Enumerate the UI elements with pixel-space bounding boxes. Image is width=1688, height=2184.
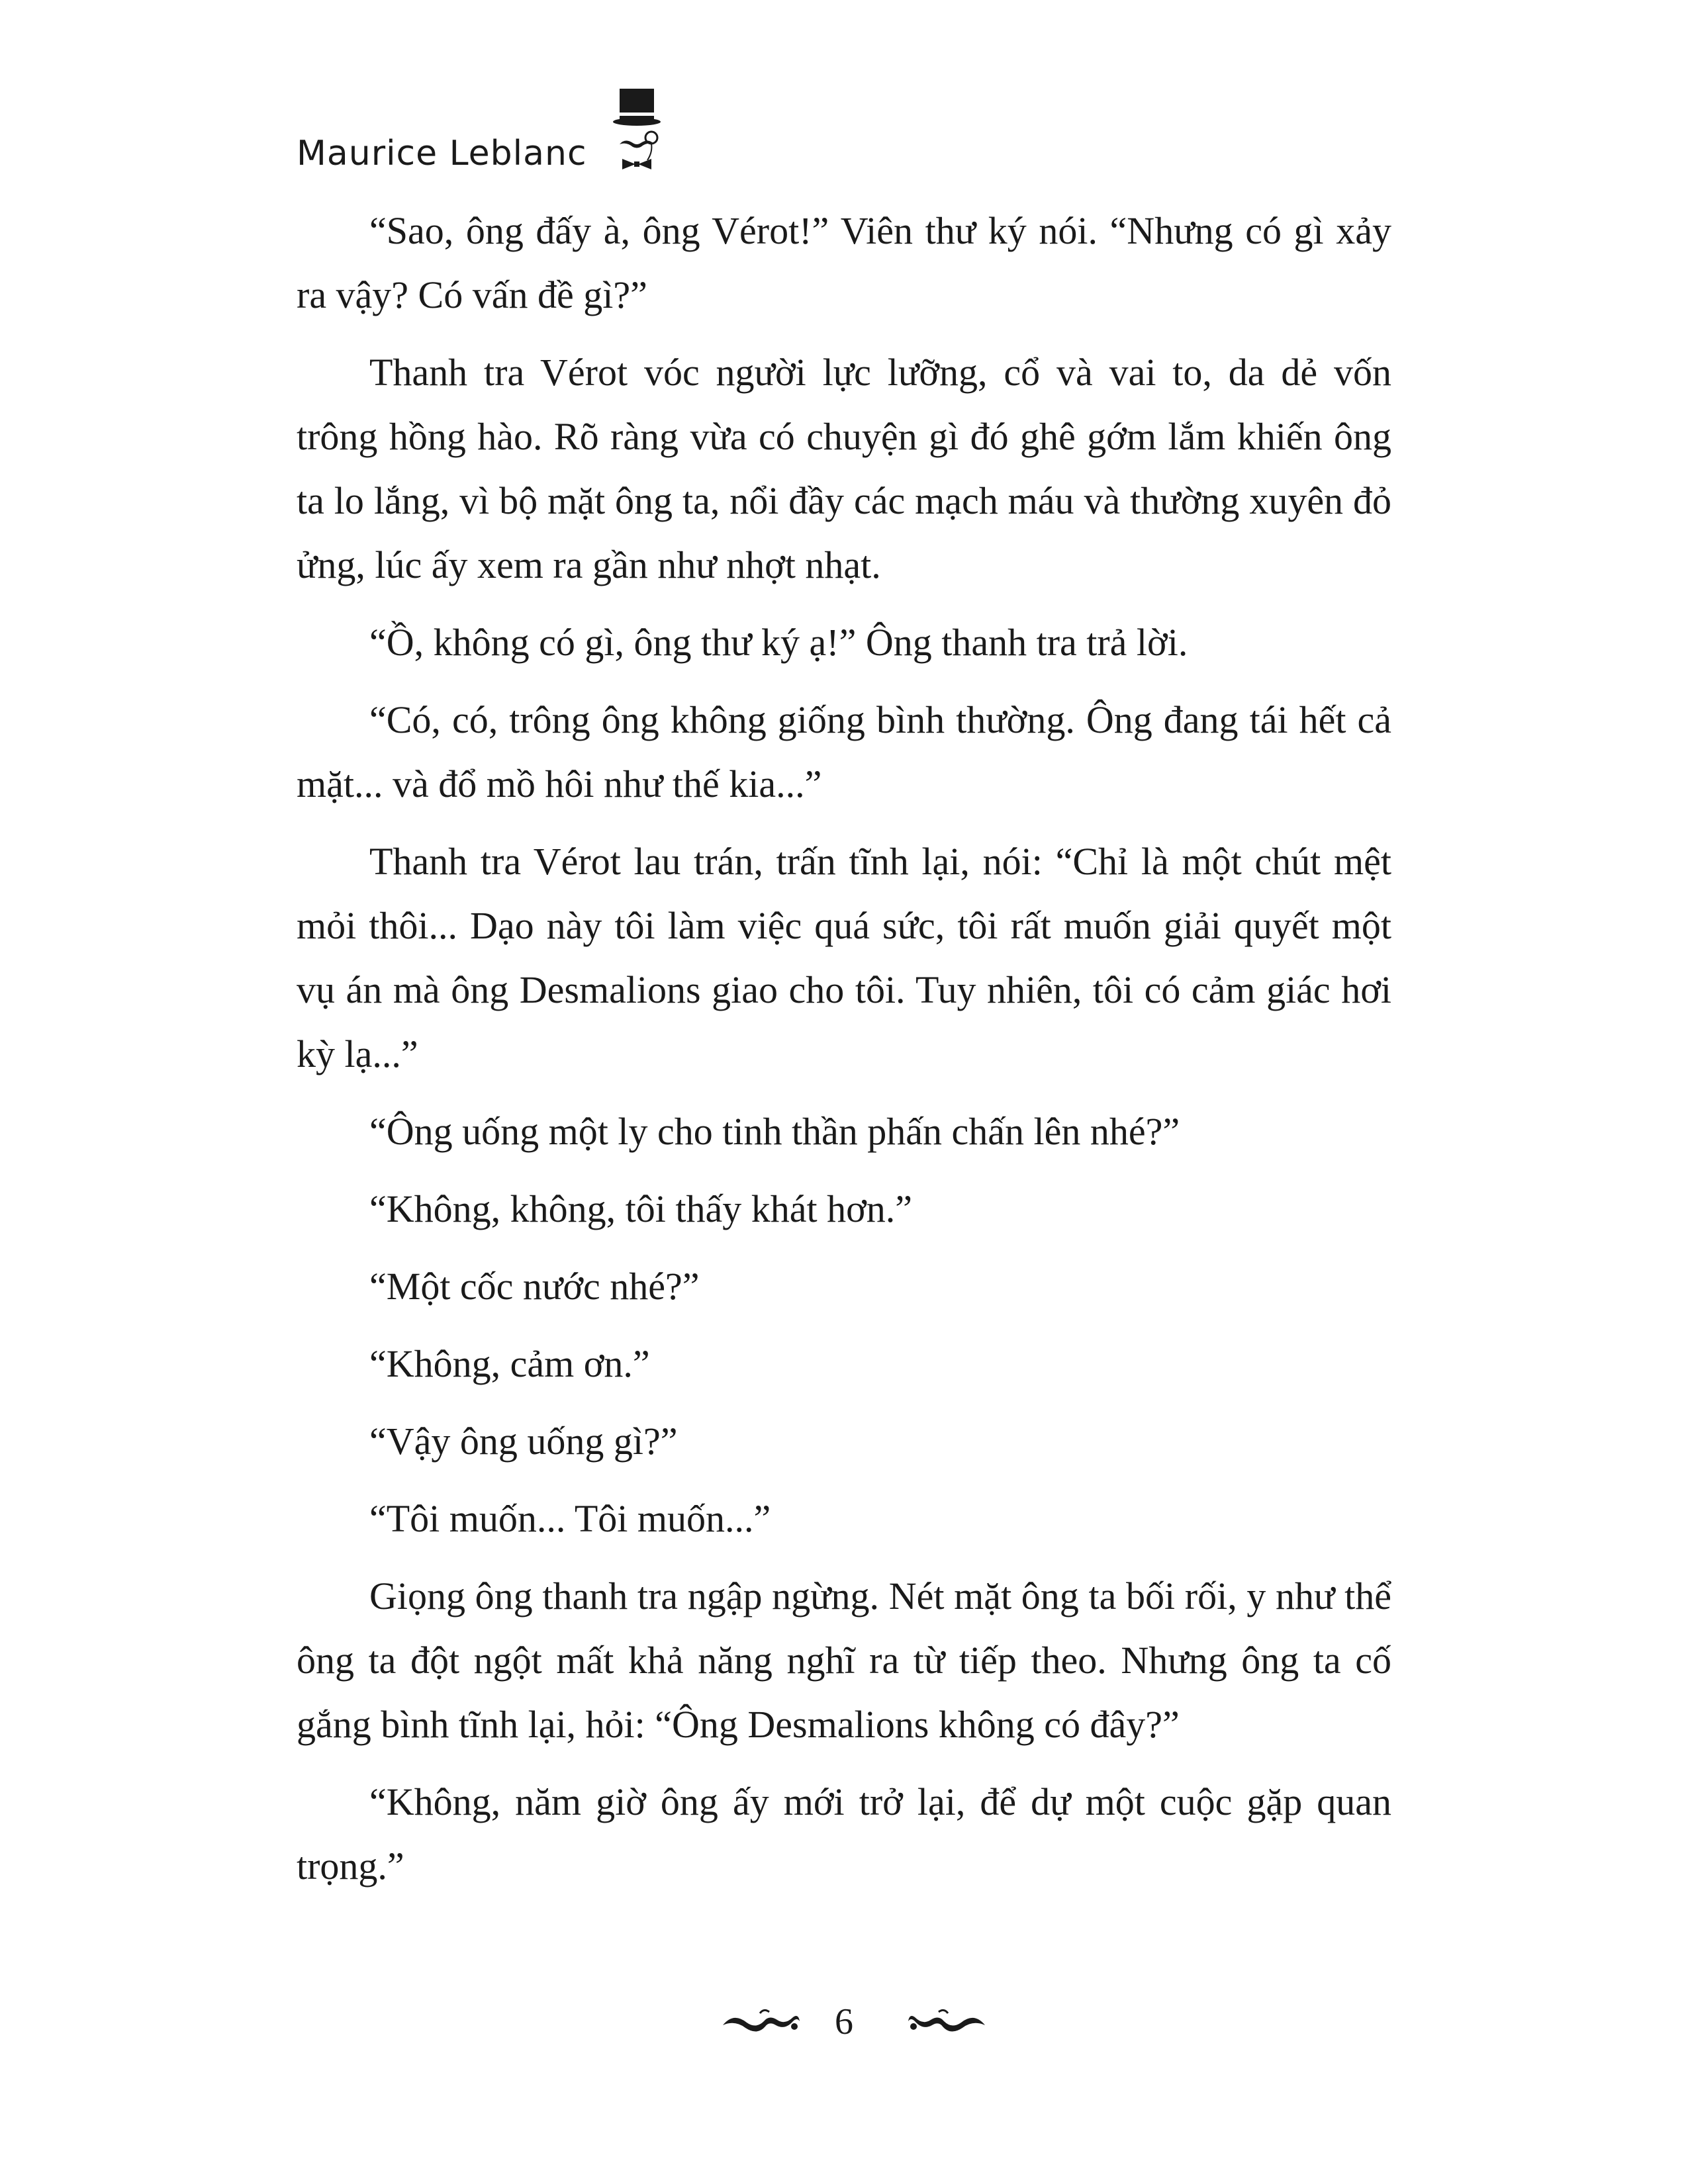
paragraph: “Tôi muốn... Tôi muốn...” bbox=[369, 1497, 771, 1540]
paragraph: “Ông uống một ly cho tinh thần phấn chấn lên nhé?” bbox=[369, 1110, 1180, 1153]
paragraph: “Không, năm giờ ông ấy mới trở lại, để dự một cuộc gặp quan trọng.” bbox=[297, 1780, 1391, 1888]
paragraph: “Không, không, tôi thấy khát hơn.” bbox=[369, 1187, 912, 1230]
paragraph: Thanh tra Vérot vóc người lực lưỡng, cổ và vai to, da dẻ vốn trông hồng hào. Rõ ràng vừa có chuyện gì đó ghê gớm lắm khiến ông ta lo lắng, vì bộ mặt ông ta, nổi đầy các mạch máu và thường xuyên đỏ ửng, lúc ấy xem ra gần như nhợt nhạt. bbox=[297, 351, 1391, 586]
paragraph: “Không, cảm ơn.” bbox=[369, 1342, 650, 1385]
paragraph: “Vậy ông uống gì?” bbox=[369, 1420, 678, 1463]
scroll-flourish-icon bbox=[720, 2005, 802, 2038]
paragraph: “Một cốc nước nhé?” bbox=[369, 1265, 700, 1308]
running-header bbox=[297, 86, 1391, 179]
page-footer bbox=[0, 1992, 1688, 2058]
paragraph: Giọng ông thanh tra ngập ngừng. Nét mặt ông ta bối rối, y như thể ông ta đột ngột mất khả năng nghĩ ra từ tiếp theo. Nhưng ông ta cố gắng bình tĩnh lại, hỏi: “Ông Desmalions không có đây?” bbox=[297, 1574, 1391, 1746]
scroll-flourish-icon bbox=[906, 2005, 988, 2038]
author-name: Maurice Leblanc bbox=[297, 134, 587, 173]
paragraph: Thanh tra Vérot lau trán, trấn tĩnh lại, nói: “Chỉ là một chút mệt mỏi thôi... Dạo này tôi làm việc quá sức, tôi rất muốn giải quyết một vụ án mà ông Desmalions giao cho tôi. Tuy nhiên, tôi có cảm giác hơi kỳ lạ...” bbox=[297, 840, 1391, 1075]
top-hat-monocle-bowtie-icon bbox=[606, 86, 670, 172]
page-number: 6 bbox=[835, 2001, 853, 2042]
paragraph: “Ồ, không có gì, ông thư ký ạ!” Ông thanh tra trả lời. bbox=[369, 621, 1188, 664]
paragraph: “Sao, ông đấy à, ông Vérot!” Viên thư ký nói. “Nhưng có gì xảy ra vậy? Có vấn đề gì?” bbox=[297, 209, 1391, 316]
paragraph: “Có, có, trông ông không giống bình thường. Ông đang tái hết cả mặt... và đổ mồ hôi như thế kia...” bbox=[297, 698, 1391, 805]
page-body bbox=[297, 199, 1391, 1911]
